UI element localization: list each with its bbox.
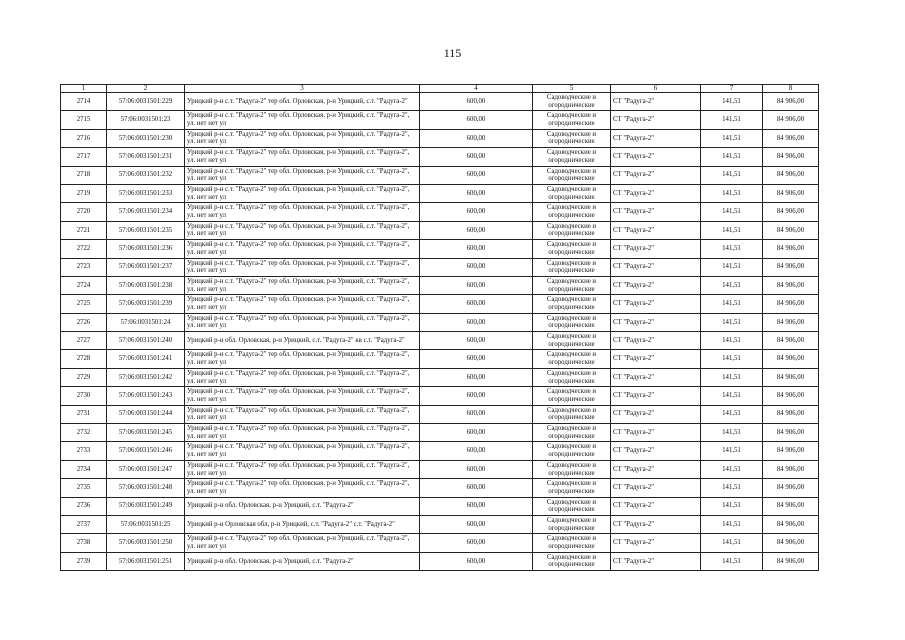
- unit-price-cell: 141,51: [701, 405, 763, 423]
- unit-price-cell: 141,51: [701, 129, 763, 147]
- area-cell: 600,00: [420, 203, 533, 221]
- owner-cell: СТ "Радуга-2": [611, 460, 701, 478]
- address-cell: Урицкий р-н с.т. "Радуга-2" тер обл. Орловская, р-н Урицкий, с.т. "Радуга-2", ул. нет нет ул: [185, 350, 420, 368]
- row-number-cell: 2727: [61, 332, 107, 350]
- permitted-use-cell: Садоводческие и огороднические: [533, 295, 611, 313]
- owner-cell: СТ "Радуга-2": [611, 368, 701, 386]
- area-cell: 600,00: [420, 93, 533, 111]
- cadastral-number-cell: 57:06:0031501:242: [107, 368, 185, 386]
- address-cell: Урицкий р-н с.т. "Радуга-2" тер обл. Орловская, р-н Урицкий, с.т. "Радуга-2", ул. нет нет ул: [185, 313, 420, 331]
- area-cell: 600,00: [420, 534, 533, 552]
- table-row: [61, 313, 819, 331]
- row-number-cell: 2721: [61, 221, 107, 239]
- area-cell: 600,00: [420, 424, 533, 442]
- cadastral-number-cell: 57:06:0031501:236: [107, 240, 185, 258]
- address-cell: Урицкий р-н с.т. "Радуга-2" тер обл. Орловская, р-н Урицкий, с.т. "Радуга-2", ул. нет нет ул: [185, 460, 420, 478]
- cadastral-number-cell: 57:06:0031501:24: [107, 313, 185, 331]
- cadastral-value-cell: 84 906,00: [763, 534, 819, 552]
- cadastral-number-cell: 57:06:0031501:231: [107, 148, 185, 166]
- area-cell: 600,00: [420, 221, 533, 239]
- table-row: [61, 221, 819, 239]
- owner-cell: СТ "Радуга-2": [611, 552, 701, 570]
- unit-price-cell: 141,51: [701, 221, 763, 239]
- row-number-cell: 2734: [61, 460, 107, 478]
- area-cell: 600,00: [420, 368, 533, 386]
- address-cell: Урицкий р-н с.т. "Радуга-2" тер обл. Орловская, р-н Урицкий, с.т. "Радуга-2", ул. нет нет ул: [185, 387, 420, 405]
- table-row: [61, 111, 819, 129]
- cadastral-value-cell: 84 906,00: [763, 313, 819, 331]
- address-cell: Урицкий р-н с.т. "Радуга-2" тер обл. Орловская, р-н Урицкий, с.т. "Радуга-2", ул. нет нет ул: [185, 258, 420, 276]
- permitted-use-cell: Садоводческие и огороднические: [533, 129, 611, 147]
- owner-cell: СТ "Радуга-2": [611, 129, 701, 147]
- row-number-cell: 2717: [61, 148, 107, 166]
- cadastral-value-cell: 84 906,00: [763, 497, 819, 515]
- cadastral-number-cell: 57:06:0031501:23: [107, 111, 185, 129]
- column-number-5: 5: [533, 85, 611, 93]
- row-number-cell: 2715: [61, 111, 107, 129]
- row-number-cell: 2728: [61, 350, 107, 368]
- unit-price-cell: 141,51: [701, 515, 763, 533]
- permitted-use-cell: Садоводческие и огороднические: [533, 405, 611, 423]
- table-row: [61, 405, 819, 423]
- address-cell: Урицкий р-н с.т. "Радуга-2" тер обл. Орловская, р-н Урицкий, с.т. "Радуга-2": [185, 93, 420, 111]
- unit-price-cell: 141,51: [701, 332, 763, 350]
- permitted-use-cell: Садоводческие и огороднические: [533, 515, 611, 533]
- cadastral-number-cell: 57:06:0031501:244: [107, 405, 185, 423]
- table-row: [61, 442, 819, 460]
- area-cell: 600,00: [420, 350, 533, 368]
- address-cell: Урицкий р-н с.т. "Радуга-2" тер обл. Орловская, р-н Урицкий, с.т. "Радуга-2", ул. нет нет ул: [185, 424, 420, 442]
- land-plot-register-table: [60, 84, 819, 571]
- row-number-cell: 2724: [61, 276, 107, 294]
- permitted-use-cell: Садоводческие и огороднические: [533, 184, 611, 202]
- area-cell: 600,00: [420, 111, 533, 129]
- permitted-use-cell: Садоводческие и огороднические: [533, 460, 611, 478]
- table-row: [61, 387, 819, 405]
- cadastral-number-cell: 57:06:0031501:234: [107, 203, 185, 221]
- permitted-use-cell: Садоводческие и огороднические: [533, 332, 611, 350]
- permitted-use-cell: Садоводческие и огороднические: [533, 387, 611, 405]
- table-row: [61, 240, 819, 258]
- table-row: [61, 368, 819, 386]
- table-row: [61, 515, 819, 533]
- unit-price-cell: 141,51: [701, 424, 763, 442]
- cadastral-number-cell: 57:06:0031501:248: [107, 479, 185, 497]
- owner-cell: СТ "Радуга-2": [611, 515, 701, 533]
- owner-cell: СТ "Радуга-2": [611, 534, 701, 552]
- address-cell: Урицкий р-н с.т. "Радуга-2" тер обл. Орловская, р-н Урицкий, с.т. "Радуга-2", ул. нет нет ул: [185, 479, 420, 497]
- permitted-use-cell: Садоводческие и огороднические: [533, 166, 611, 184]
- permitted-use-cell: Садоводческие и огороднические: [533, 258, 611, 276]
- cadastral-value-cell: 84 906,00: [763, 460, 819, 478]
- area-cell: 600,00: [420, 479, 533, 497]
- permitted-use-cell: Садоводческие и огороднические: [533, 479, 611, 497]
- unit-price-cell: 141,51: [701, 148, 763, 166]
- address-cell: Урицкий р-н обл. Орловская, р-н Урицкий, с.т. "Радуга-2": [185, 552, 420, 570]
- address-cell: Урицкий р-н с.т. "Радуга-2" тер обл. Орловская, р-н Урицкий, с.т. "Радуга-2", ул. нет нет ул: [185, 111, 420, 129]
- unit-price-cell: 141,51: [701, 258, 763, 276]
- address-cell: Урицкий р-н с.т. "Радуга-2" тер обл. Орловская, р-н Урицкий, с.т. "Радуга-2", ул. нет нет ул: [185, 148, 420, 166]
- cadastral-value-cell: 84 906,00: [763, 129, 819, 147]
- permitted-use-cell: Садоводческие и огороднические: [533, 552, 611, 570]
- cadastral-value-cell: 84 906,00: [763, 295, 819, 313]
- unit-price-cell: 141,51: [701, 203, 763, 221]
- address-cell: Урицкий р-н с.т. "Радуга-2" тер обл. Орловская, р-н Урицкий, с.т. "Радуга-2", ул. нет нет ул: [185, 405, 420, 423]
- permitted-use-cell: Садоводческие и огороднические: [533, 148, 611, 166]
- area-cell: 600,00: [420, 387, 533, 405]
- cadastral-value-cell: 84 906,00: [763, 221, 819, 239]
- address-cell: Урицкий р-н с.т. "Радуга-2" тер обл. Орловская, р-н Урицкий, с.т. "Радуга-2", ул. нет нет ул: [185, 184, 420, 202]
- area-cell: 600,00: [420, 552, 533, 570]
- cadastral-number-cell: 57:06:0031501:250: [107, 534, 185, 552]
- cadastral-number-cell: 57:06:0031501:241: [107, 350, 185, 368]
- address-cell: Урицкий р-н Орловская обл, р-н Урицкий, с.т. "Радуга-2" с.т. "Радуга-2": [185, 515, 420, 533]
- row-number-cell: 2729: [61, 368, 107, 386]
- table-row: [61, 460, 819, 478]
- column-number-7: 7: [701, 85, 763, 93]
- row-number-cell: 2735: [61, 479, 107, 497]
- cadastral-number-cell: 57:06:0031501:246: [107, 442, 185, 460]
- cadastral-number-cell: 57:06:0031501:247: [107, 460, 185, 478]
- address-cell: Урицкий р-н с.т. "Радуга-2" тер обл. Орловская, р-н Урицкий, с.т. "Радуга-2", ул. нет нет ул: [185, 129, 420, 147]
- cadastral-value-cell: 84 906,00: [763, 111, 819, 129]
- cadastral-number-cell: 57:06:0031501:230: [107, 129, 185, 147]
- row-number-cell: 2726: [61, 313, 107, 331]
- row-number-cell: 2716: [61, 129, 107, 147]
- cadastral-value-cell: 84 906,00: [763, 203, 819, 221]
- cadastral-value-cell: 84 906,00: [763, 515, 819, 533]
- permitted-use-cell: Садоводческие и огороднические: [533, 442, 611, 460]
- area-cell: 600,00: [420, 184, 533, 202]
- owner-cell: СТ "Радуга-2": [611, 166, 701, 184]
- owner-cell: СТ "Радуга-2": [611, 240, 701, 258]
- row-number-cell: 2718: [61, 166, 107, 184]
- owner-cell: СТ "Радуга-2": [611, 387, 701, 405]
- owner-cell: СТ "Радуга-2": [611, 424, 701, 442]
- area-cell: 600,00: [420, 148, 533, 166]
- cadastral-value-cell: 84 906,00: [763, 148, 819, 166]
- unit-price-cell: 141,51: [701, 442, 763, 460]
- page-number: 115: [443, 46, 462, 60]
- unit-price-cell: 141,51: [701, 295, 763, 313]
- cadastral-number-cell: 57:06:0031501:232: [107, 166, 185, 184]
- cadastral-value-cell: 84 906,00: [763, 184, 819, 202]
- cadastral-number-cell: 57:06:0031501:240: [107, 332, 185, 350]
- area-cell: 600,00: [420, 166, 533, 184]
- unit-price-cell: 141,51: [701, 479, 763, 497]
- address-cell: Урицкий р-н с.т. "Радуга-2" тер обл. Орловская, р-н Урицкий, с.т. "Радуга-2", ул. нет нет ул: [185, 368, 420, 386]
- owner-cell: СТ "Радуга-2": [611, 350, 701, 368]
- row-number-cell: 2730: [61, 387, 107, 405]
- address-cell: Урицкий р-н с.т. "Радуга-2" тер обл. Орловская, р-н Урицкий, с.т. "Радуга-2", ул. нет нет ул: [185, 203, 420, 221]
- owner-cell: СТ "Радуга-2": [611, 313, 701, 331]
- address-cell: Урицкий р-н с.т. "Радуга-2" тер обл. Орловская, р-н Урицкий, с.т. "Радуга-2", ул. нет нет ул: [185, 240, 420, 258]
- owner-cell: СТ "Радуга-2": [611, 203, 701, 221]
- cadastral-value-cell: 84 906,00: [763, 258, 819, 276]
- unit-price-cell: 141,51: [701, 166, 763, 184]
- table-row: [61, 534, 819, 552]
- owner-cell: СТ "Радуга-2": [611, 442, 701, 460]
- cadastral-value-cell: 84 906,00: [763, 405, 819, 423]
- cadastral-value-cell: 84 906,00: [763, 387, 819, 405]
- column-number-1: 1: [61, 85, 107, 93]
- area-cell: 600,00: [420, 515, 533, 533]
- owner-cell: СТ "Радуга-2": [611, 276, 701, 294]
- owner-cell: СТ "Радуга-2": [611, 184, 701, 202]
- owner-cell: СТ "Радуга-2": [611, 479, 701, 497]
- address-cell: Урицкий р-н с.т. "Радуга-2" тер обл. Орловская, р-н Урицкий, с.т. "Радуга-2", ул. нет нет ул: [185, 534, 420, 552]
- row-number-cell: 2725: [61, 295, 107, 313]
- table-row: [61, 332, 819, 350]
- permitted-use-cell: Садоводческие и огороднические: [533, 497, 611, 515]
- cadastral-number-cell: 57:06:0031501:229: [107, 93, 185, 111]
- address-cell: Урицкий р-н обл. Орловская, р-н Урицкий, с.т. "Радуга-2": [185, 497, 420, 515]
- area-cell: 600,00: [420, 258, 533, 276]
- unit-price-cell: 141,51: [701, 350, 763, 368]
- row-number-cell: 2731: [61, 405, 107, 423]
- cadastral-number-cell: 57:06:0031501:251: [107, 552, 185, 570]
- permitted-use-cell: Садоводческие и огороднические: [533, 313, 611, 331]
- table-row: [61, 93, 819, 111]
- cadastral-value-cell: 84 906,00: [763, 240, 819, 258]
- unit-price-cell: 141,51: [701, 552, 763, 570]
- column-number-3: 3: [185, 85, 420, 93]
- cadastral-value-cell: 84 906,00: [763, 350, 819, 368]
- table-row: [61, 276, 819, 294]
- cadastral-number-cell: 57:06:0031501:239: [107, 295, 185, 313]
- permitted-use-cell: Садоводческие и огороднические: [533, 111, 611, 129]
- row-number-cell: 2732: [61, 424, 107, 442]
- unit-price-cell: 141,51: [701, 497, 763, 515]
- cadastral-value-cell: 84 906,00: [763, 276, 819, 294]
- table-row: [61, 258, 819, 276]
- cadastral-number-cell: 57:06:0031501:25: [107, 515, 185, 533]
- permitted-use-cell: Садоводческие и огороднические: [533, 276, 611, 294]
- area-cell: 600,00: [420, 295, 533, 313]
- table-row: [61, 552, 819, 570]
- cadastral-number-cell: 57:06:0031501:245: [107, 424, 185, 442]
- cadastral-value-cell: 84 906,00: [763, 552, 819, 570]
- cadastral-number-cell: 57:06:0031501:233: [107, 184, 185, 202]
- unit-price-cell: 141,51: [701, 93, 763, 111]
- cadastral-number-cell: 57:06:0031501:235: [107, 221, 185, 239]
- cadastral-value-cell: 84 906,00: [763, 332, 819, 350]
- table-row: [61, 350, 819, 368]
- owner-cell: СТ "Радуга-2": [611, 221, 701, 239]
- owner-cell: СТ "Радуга-2": [611, 497, 701, 515]
- unit-price-cell: 141,51: [701, 184, 763, 202]
- table-row: [61, 479, 819, 497]
- table-row: [61, 295, 819, 313]
- permitted-use-cell: Садоводческие и огороднические: [533, 93, 611, 111]
- row-number-cell: 2737: [61, 515, 107, 533]
- cadastral-number-cell: 57:06:0031501:243: [107, 387, 185, 405]
- permitted-use-cell: Садоводческие и огороднические: [533, 203, 611, 221]
- unit-price-cell: 141,51: [701, 313, 763, 331]
- owner-cell: СТ "Радуга-2": [611, 258, 701, 276]
- address-cell: Урицкий р-н обл. Орловская, р-н Урицкий, с.т. "Радуга-2" кв с.т. "Радуга-2": [185, 332, 420, 350]
- table-row: [61, 424, 819, 442]
- area-cell: 600,00: [420, 313, 533, 331]
- row-number-cell: 2739: [61, 552, 107, 570]
- row-number-cell: 2720: [61, 203, 107, 221]
- column-number-2: 2: [107, 85, 185, 93]
- table-row: [61, 129, 819, 147]
- unit-price-cell: 141,51: [701, 534, 763, 552]
- address-cell: Урицкий р-н с.т. "Радуга-2" тер обл. Орловская, р-н Урицкий, с.т. "Радуга-2", ул. нет нет ул: [185, 166, 420, 184]
- column-number-8: 8: [763, 85, 819, 93]
- row-number-cell: 2736: [61, 497, 107, 515]
- area-cell: 600,00: [420, 497, 533, 515]
- permitted-use-cell: Садоводческие и огороднические: [533, 534, 611, 552]
- unit-price-cell: 141,51: [701, 276, 763, 294]
- address-cell: Урицкий р-н с.т. "Радуга-2" тер обл. Орловская, р-н Урицкий, с.т. "Радуга-2", ул. нет нет ул: [185, 221, 420, 239]
- row-number-cell: 2722: [61, 240, 107, 258]
- unit-price-cell: 141,51: [701, 387, 763, 405]
- cadastral-value-cell: 84 906,00: [763, 368, 819, 386]
- permitted-use-cell: Садоводческие и огороднические: [533, 240, 611, 258]
- register-rows: [61, 93, 819, 571]
- unit-price-cell: 141,51: [701, 240, 763, 258]
- owner-cell: СТ "Радуга-2": [611, 295, 701, 313]
- row-number-cell: 2733: [61, 442, 107, 460]
- area-cell: 600,00: [420, 276, 533, 294]
- area-cell: 600,00: [420, 129, 533, 147]
- column-number-row: [61, 85, 819, 93]
- unit-price-cell: 141,51: [701, 368, 763, 386]
- permitted-use-cell: Садоводческие и огороднические: [533, 221, 611, 239]
- address-cell: Урицкий р-н с.т. "Радуга-2" тер обл. Орловская, р-н Урицкий, с.т. "Радуга-2", ул. нет нет ул: [185, 442, 420, 460]
- owner-cell: СТ "Радуга-2": [611, 111, 701, 129]
- unit-price-cell: 141,51: [701, 460, 763, 478]
- column-number-6: 6: [611, 85, 701, 93]
- area-cell: 600,00: [420, 405, 533, 423]
- owner-cell: СТ "Радуга-2": [611, 93, 701, 111]
- cadastral-value-cell: 84 906,00: [763, 479, 819, 497]
- address-cell: Урицкий р-н с.т. "Радуга-2" тер обл. Орловская, р-н Урицкий, с.т. "Радуга-2", ул. нет нет ул: [185, 295, 420, 313]
- cadastral-number-cell: 57:06:0031501:249: [107, 497, 185, 515]
- row-number-cell: 2719: [61, 184, 107, 202]
- row-number-cell: 2714: [61, 93, 107, 111]
- owner-cell: СТ "Радуга-2": [611, 332, 701, 350]
- cadastral-value-cell: 84 906,00: [763, 166, 819, 184]
- permitted-use-cell: Садоводческие и огороднические: [533, 350, 611, 368]
- table-row: [61, 184, 819, 202]
- column-number-4: 4: [420, 85, 533, 93]
- permitted-use-cell: Садоводческие и огороднические: [533, 424, 611, 442]
- cadastral-value-cell: 84 906,00: [763, 424, 819, 442]
- table-row: [61, 203, 819, 221]
- area-cell: 600,00: [420, 460, 533, 478]
- owner-cell: СТ "Радуга-2": [611, 148, 701, 166]
- permitted-use-cell: Садоводческие и огороднические: [533, 368, 611, 386]
- cadastral-value-cell: 84 906,00: [763, 442, 819, 460]
- owner-cell: СТ "Радуга-2": [611, 405, 701, 423]
- cadastral-number-cell: 57:06:0031501:237: [107, 258, 185, 276]
- unit-price-cell: 141,51: [701, 111, 763, 129]
- table-row: [61, 497, 819, 515]
- row-number-cell: 2738: [61, 534, 107, 552]
- address-cell: Урицкий р-н с.т. "Радуга-2" тер обл. Орловская, р-н Урицкий, с.т. "Радуга-2", ул. нет нет ул: [185, 276, 420, 294]
- area-cell: 600,00: [420, 442, 533, 460]
- area-cell: 600,00: [420, 240, 533, 258]
- row-number-cell: 2723: [61, 258, 107, 276]
- table-row: [61, 166, 819, 184]
- cadastral-value-cell: 84 906,00: [763, 93, 819, 111]
- table-row: [61, 148, 819, 166]
- area-cell: 600,00: [420, 332, 533, 350]
- cadastral-number-cell: 57:06:0031501:238: [107, 276, 185, 294]
